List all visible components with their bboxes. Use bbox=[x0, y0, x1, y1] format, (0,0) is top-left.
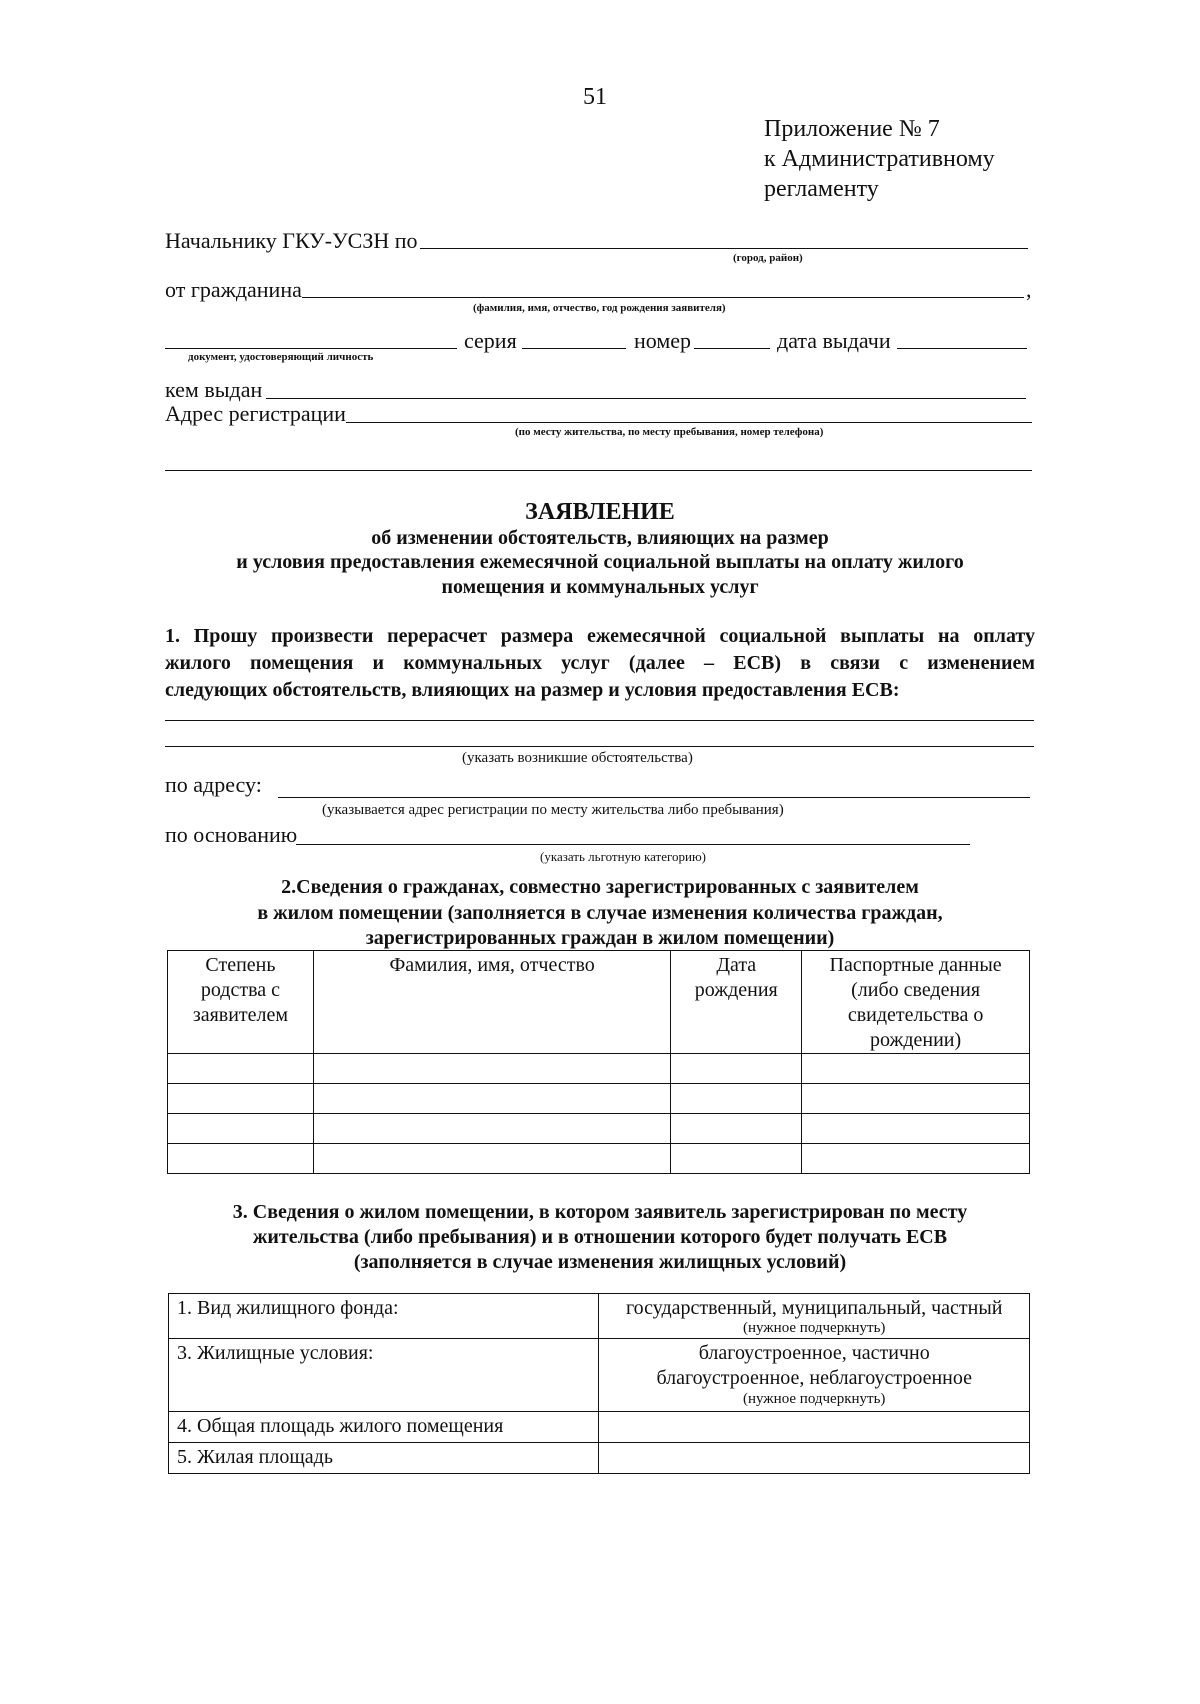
section1-line-2: жилого помещения и коммунальных услуг (далее – ЕСВ) в связи с изменением bbox=[165, 652, 1035, 674]
table-cell[interactable] bbox=[168, 1054, 314, 1084]
housing-label-total-area: 4. Общая площадь жилого помещения bbox=[169, 1412, 599, 1443]
column-header-birth-date: Дата рождения bbox=[671, 951, 802, 1054]
section1-line-3: следующих обстоятельств, влияющих на размер и условия предоставления ЕСВ: bbox=[165, 679, 900, 701]
table-cell[interactable] bbox=[168, 1084, 314, 1114]
appendix-line-3: регламенту bbox=[764, 176, 879, 202]
table-cell[interactable] bbox=[313, 1054, 670, 1084]
number-field[interactable] bbox=[694, 348, 770, 349]
from-caption: (фамилия, имя, отчество, год рождения заявителя) bbox=[473, 302, 726, 314]
circumstances-field-2[interactable] bbox=[165, 746, 1034, 747]
statement-subtitle-3: помещения и коммунальных услуг bbox=[441, 576, 759, 598]
basis-label: по основанию bbox=[165, 822, 298, 847]
table-cell[interactable] bbox=[168, 1114, 314, 1144]
table-row bbox=[168, 1114, 1030, 1144]
address-label: Адрес регистрации bbox=[165, 401, 346, 426]
housing-value-fund[interactable]: государственный, муниципальный, частный (нужное подчеркнуть) bbox=[599, 1294, 1030, 1339]
housing-label-fund: 1. Вид жилищного фонда: bbox=[169, 1294, 599, 1339]
table-cell[interactable] bbox=[313, 1144, 670, 1174]
section2-line-1: 2.Сведения о гражданах, совместно зарегистрированных с заявителем bbox=[281, 876, 919, 898]
housing-value-living-area[interactable] bbox=[599, 1443, 1030, 1474]
table-cell[interactable] bbox=[168, 1144, 314, 1174]
housing-row-conditions bbox=[169, 1339, 1030, 1412]
document-caption: документ, удостоверяющий личность bbox=[188, 351, 374, 363]
by-address-label: по адресу: bbox=[165, 772, 262, 797]
section2-line-3: зарегистрированных граждан в жилом помещении) bbox=[365, 927, 835, 949]
table-cell[interactable] bbox=[802, 1114, 1030, 1144]
section1-line-1: 1. Прошу произвести перерасчет размера ежемесячной социальной выплаты на оплату bbox=[165, 625, 1035, 647]
from-trailing-comma: , bbox=[1026, 277, 1032, 302]
housing-row-fund bbox=[169, 1294, 1030, 1339]
from-label: от гражданина bbox=[165, 277, 302, 302]
table-cell[interactable] bbox=[671, 1084, 802, 1114]
from-field[interactable] bbox=[302, 297, 1024, 298]
table-cell[interactable] bbox=[313, 1114, 670, 1144]
document-field[interactable] bbox=[165, 348, 457, 349]
housing-value-conditions[interactable]: благоустроенное, частично благоустроенное, неблагоустроенное (нужное подчеркнуть) bbox=[599, 1339, 1030, 1412]
section3-line-2: жительства (либо пребывания) и в отношении которого будет получать ЕСВ bbox=[252, 1226, 948, 1248]
table-cell[interactable] bbox=[313, 1084, 670, 1114]
by-address-field[interactable] bbox=[278, 797, 1030, 798]
to-label: Начальнику ГКУ-УСЗН по bbox=[165, 228, 418, 253]
statement-subtitle-2: и условия предоставления ежемесячной социальной выплаты на оплату жилого bbox=[236, 551, 964, 573]
housing-row-total-area bbox=[169, 1412, 1030, 1443]
housing-value-total-area[interactable] bbox=[599, 1412, 1030, 1443]
by-address-caption: (указывается адрес регистрации по месту жительства либо пребывания) bbox=[322, 802, 784, 818]
section3-line-3: (заполняется в случае изменения жилищных условий) bbox=[353, 1251, 847, 1273]
number-label: номер bbox=[634, 328, 692, 353]
appendix-line-1: Приложение № 7 bbox=[764, 116, 940, 142]
issue-date-label: дата выдачи bbox=[777, 328, 891, 353]
address-field[interactable] bbox=[346, 422, 1032, 423]
circumstances-caption: (указать возникшие обстоятельства) bbox=[462, 750, 693, 766]
statement-title: ЗАЯВЛЕНИЕ bbox=[525, 499, 675, 525]
table-cell[interactable] bbox=[671, 1144, 802, 1174]
housing-label-living-area: 5. Жилая площадь bbox=[169, 1443, 599, 1474]
issue-date-field[interactable] bbox=[897, 348, 1027, 349]
address-field-extra[interactable] bbox=[165, 470, 1032, 471]
column-header-passport: Паспортные данные (либо сведения свидетельства о рождении) bbox=[802, 951, 1030, 1054]
citizens-table-header bbox=[168, 951, 1030, 1054]
table-cell[interactable] bbox=[671, 1114, 802, 1144]
section2-line-2: в жилом помещении (заполняется в случае изменения количества граждан, bbox=[257, 902, 943, 924]
housing-table bbox=[168, 1293, 1030, 1474]
appendix-line-2: к Административному bbox=[764, 146, 995, 172]
statement-subtitle-1: об изменении обстоятельств, влияющих на размер bbox=[371, 527, 829, 549]
to-field[interactable] bbox=[420, 248, 1028, 249]
address-caption: (по месту жительства, по месту пребывания, номер телефона) bbox=[515, 426, 824, 438]
citizens-table bbox=[167, 950, 1030, 1174]
table-cell[interactable] bbox=[671, 1054, 802, 1084]
section3-line-1: 3. Сведения о жилом помещении, в котором заявитель зарегистрирован по месту bbox=[232, 1201, 968, 1223]
table-row bbox=[168, 1054, 1030, 1084]
table-row bbox=[168, 1084, 1030, 1114]
page-number: 51 bbox=[583, 84, 607, 110]
table-row bbox=[168, 1144, 1030, 1174]
issued-by-field[interactable] bbox=[266, 398, 1026, 399]
table-cell[interactable] bbox=[802, 1084, 1030, 1114]
appendix-block bbox=[764, 114, 995, 204]
housing-label-conditions: 3. Жилищные условия: bbox=[169, 1339, 599, 1412]
issued-by-label: кем выдан bbox=[165, 377, 263, 402]
to-caption: (город, район) bbox=[733, 252, 803, 264]
basis-field[interactable] bbox=[296, 844, 970, 845]
basis-caption: (указать льготную категорию) bbox=[540, 849, 707, 864]
table-cell[interactable] bbox=[802, 1144, 1030, 1174]
series-field[interactable] bbox=[522, 348, 626, 349]
circumstances-field-1[interactable] bbox=[165, 720, 1034, 721]
column-header-full-name: Фамилия, имя, отчество bbox=[313, 951, 670, 1054]
column-header-relation: Степень родства с заявителем bbox=[168, 951, 314, 1054]
housing-row-living-area bbox=[169, 1443, 1030, 1474]
table-cell[interactable] bbox=[802, 1054, 1030, 1084]
series-label: серия bbox=[464, 328, 517, 353]
